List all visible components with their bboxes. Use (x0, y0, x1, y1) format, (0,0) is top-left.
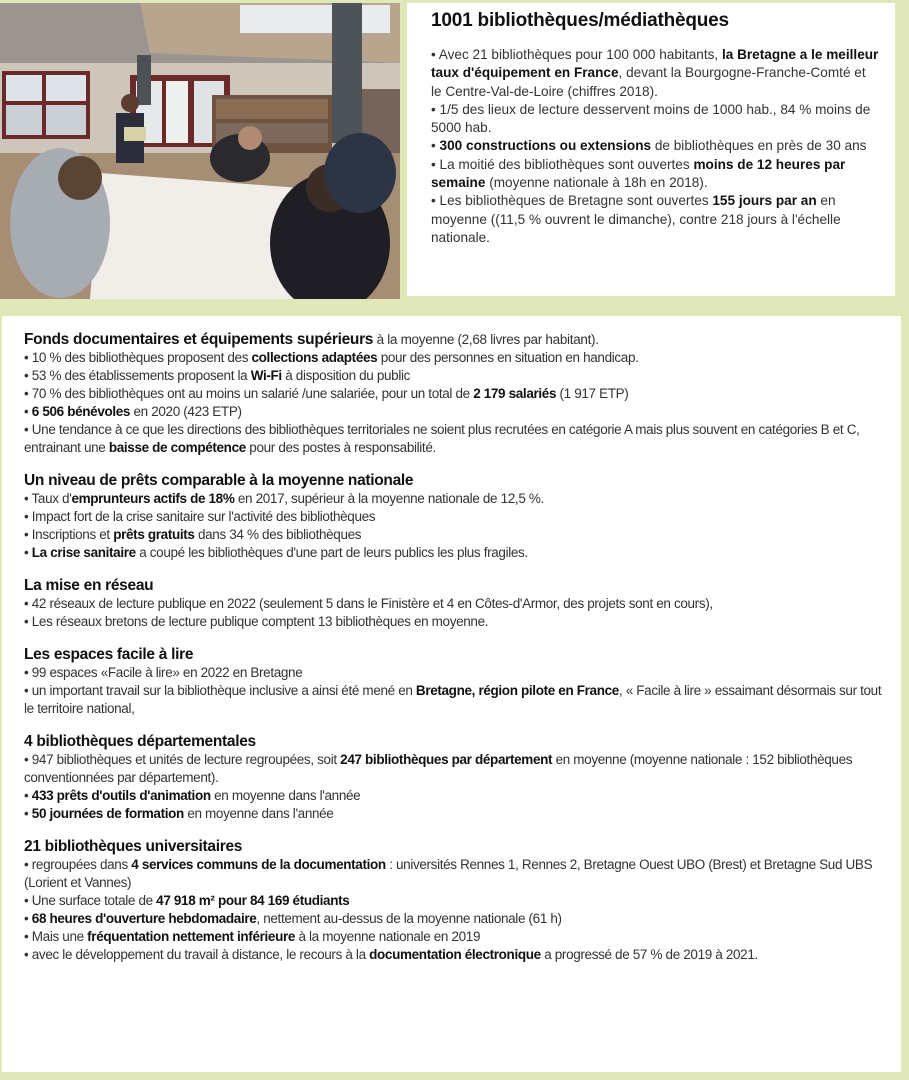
section-title: 4 bibliothèques départementales (24, 733, 256, 750)
list-item: • 10 % des bibliothèques proposent des collections adaptées pour des personnes en situation en handicap. (24, 350, 639, 365)
list-item: • Mais une fréquentation nettement inférieure à la moyenne nationale en 2019 (24, 929, 481, 944)
list-item: • Les réseaux bretons de lecture publique comptent 13 bibliothèques en moyenne. (24, 614, 489, 629)
summary-list (431, 46, 879, 247)
list-item: • 6 506 bénévoles en 2020 (423 ETP) (24, 404, 242, 419)
library-workshop-photo (0, 3, 400, 299)
list-item: • 99 espaces «Facile à lire» en 2022 en Bretagne (24, 665, 303, 680)
list-item: • 947 bibliothèques et unités de lecture regroupées, soit 247 bibliothèques par département en moyenne (moyenne nationale : 152 bibliothèques conventionnées par département). (24, 752, 853, 785)
list-item: • Taux d'emprunteurs actifs de 18% en 2017, supérieur à la moyenne nationale de 12,5 %. (24, 491, 544, 506)
list-item: • Une surface totale de 47 918 m² pour 84 169 étudiants (24, 893, 350, 908)
details-panel (2, 316, 901, 1072)
section-title: Un niveau de prêts comparable à la moyenne nationale (24, 472, 414, 489)
list-item: • avec le développement du travail à distance, le recours à la documentation électronique a progressé de 57 % de 2019 à 2021. (24, 947, 758, 962)
list-item: • 433 prêts d'outils d'animation en moyenne dans l'année (24, 788, 361, 803)
list-item: • Une tendance à ce que les directions des bibliothèques territoriales ne soient plus recrutées en catégorie A mais plus souvent en catégories B et C, entrainant une baisse de compétence pour des postes à responsabilité. (24, 422, 860, 455)
summary-item: • 300 constructions ou extensions de bibliothèques en près de 30 ans (431, 138, 867, 154)
list-item: • regroupées dans 4 services communs de la documentation : universités Rennes 1, Rennes 2, Bretagne Ouest UBO (Brest) et Bretagne Sud UBS (Lorient et Vannes) (24, 857, 873, 890)
summary-item: • 1/5 des lieux de lecture desservent moins de 1000 hab., 84 % moins de 5000 hab. (431, 101, 871, 136)
section-fonds (24, 330, 889, 457)
list-item: • 42 réseaux de lecture publique en 2022 (seulement 5 dans le Finistère et 4 en Côtes-d'Armor, des projets sont en cours), (24, 596, 713, 611)
photo-illustration (0, 3, 400, 299)
list-item: • 70 % des bibliothèques ont au moins un salarié /une salariée, pour un total de 2 179 salariés (1 917 ETP) (24, 386, 629, 401)
list-item: • Inscriptions et prêts gratuits dans 34 % des bibliothèques (24, 527, 362, 542)
section-universitaires (24, 837, 889, 964)
list-item: • 68 heures d'ouverture hebdomadaire, nettement au-dessus de la moyenne nationale (61 h) (24, 911, 562, 926)
summary-item: • Les bibliothèques de Bretagne sont ouvertes 155 jours par an en moyenne ((11,5 % ouvrent le dimanche), contre 218 jours à l'échelle nationale. (431, 193, 841, 245)
section-title: Fonds documentaires et équipements supérieurs à la moyenne (2,68 livres par habitant). (24, 331, 599, 348)
section-facile-a-lire (24, 645, 889, 718)
summary-title: 1001 bibliothèques/médiathèques (431, 10, 729, 31)
list-item: • Impact fort de la crise sanitaire sur l'activité des bibliothèques (24, 509, 376, 524)
summary-item: • La moitié des bibliothèques sont ouvertes moins de 12 heures par semaine (moyenne nationale à 18h en 2018). (431, 156, 846, 191)
summary-panel (407, 3, 895, 296)
section-title: La mise en réseau (24, 577, 154, 594)
list-item: • La crise sanitaire a coupé les bibliothèques d'une part de leurs publics les plus fragiles. (24, 545, 528, 560)
list-item: • un important travail sur la bibliothèque inclusive a ainsi été mené en Bretagne, région pilote en France, « Facile à lire » essaimant désormais sur tout le territoire national, (24, 683, 882, 716)
list-item: • 50 journées de formation en moyenne dans l'année (24, 806, 334, 821)
section-departementales (24, 732, 889, 823)
section-reseau (24, 576, 889, 631)
summary-item: • Avec 21 bibliothèques pour 100 000 habitants, la Bretagne a le meilleur taux d'équipement en France, devant la Bourgogne-Franche-Comté et le Centre-Val-de-Loire (chiffres 2018). (431, 47, 879, 99)
list-item: • 53 % des établissements proposent la Wi-Fi à disposition du public (24, 368, 411, 383)
section-prets (24, 471, 889, 562)
section-title: 21 bibliothèques universitaires (24, 838, 243, 855)
section-title: Les espaces facile à lire (24, 646, 194, 663)
